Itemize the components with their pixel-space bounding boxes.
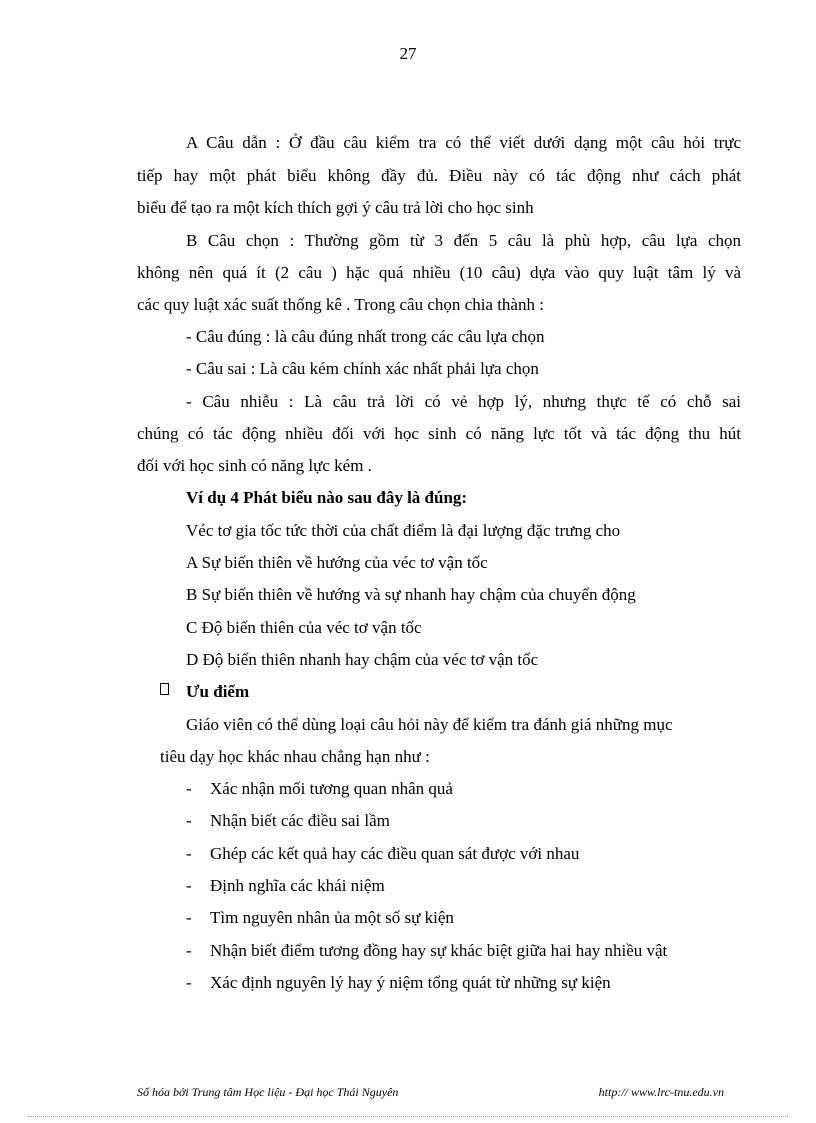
list-item: Nhận biết điểm tương đồng hay sự khác biệt giữa hai hay nhiều vật [210,941,668,960]
dash-bullet: - [186,941,192,960]
paragraph-line: tiêu dạy học khác nhau chẳng hạn như : [160,747,430,766]
dash-bullet: - [186,811,192,830]
dash-bullet: - [186,779,192,798]
paragraph-line: các quy luật xác suất thống kê . Trong câu chọn chia thành : [137,295,544,314]
list-item: Nhận biết các điều sai lầm [210,811,390,830]
example-option: A Sự biến thiên về hướng của véc tơ vận tốc [186,553,488,572]
list-item: Tìm nguyên nhân ủa một số sự kiện [210,908,454,927]
paragraph-line: đối với học sinh có năng lực kém . [137,456,372,475]
paragraph-line: biểu để tạo ra một kích thích gợi ý câu trả lời cho học sinh [137,198,534,217]
example-option: D Độ biến thiên nhanh hay chậm của véc tơ vận tốc [186,650,539,669]
list-item: Xác định nguyên lý hay ý niệm tổng quát từ những sự kiện [210,973,611,992]
list-item: Xác nhận mối tương quan nhân quả [210,779,453,798]
page-number: 27 [399,44,417,63]
example-option: B Sự biến thiên về hướng và sự nhanh hay chậm của chuyển động [186,585,636,604]
dash-bullet: - [186,876,192,895]
paragraph-line: - Câu sai : Là câu kém chính xác nhất phải lựa chọn [186,359,539,378]
footer-url: http:// www.lrc-tnu.edu.vn [598,1085,724,1099]
dash-bullet: - [186,973,192,992]
paragraph-line: - Câu đúng : là câu đúng nhất trong các câu lựa chọn [186,327,545,346]
list-item: Định nghĩa các khái niệm [210,876,385,895]
paragraph-line: chúng có tác động nhiều đối với học sinh có năng lực tốt và tác động thu hút [137,424,741,443]
section-heading: Ưu điểm [186,682,250,701]
footer-divider [28,1116,788,1117]
dash-bullet: - [186,908,192,927]
list-item: Ghép các kết quả hay các điều quan sát được với nhau [210,844,580,863]
dash-bullet: - [186,844,192,863]
example-stem: Véc tơ gia tốc tức thời của chất điểm là đại lượng đặc trưng cho [186,521,621,540]
paragraph-line: A Câu dẫn : Ở đầu câu kiểm tra có thể viết dưới dạng một câu hỏi trực [186,133,741,152]
example-option: C Độ biến thiên của véc tơ vận tốc [186,618,422,637]
paragraph-line: không nên quá ít (2 câu ) hặc quá nhiều (10 câu) dựa vào quy luật tâm lý và [137,263,741,282]
paragraph-line: B Câu chọn : Thường gồm từ 3 đến 5 câu là phù hợp, câu lựa chọn [186,231,741,250]
footer-source: Số hóa bởi Trung tâm Học liệu - Đại học Thái Nguyên [137,1085,399,1099]
example-title: Ví dụ 4 Phát biểu nào sau đây là đúng: [186,488,468,507]
paragraph-line: tiếp hay một phát biểu không đầy đủ. Điều này có tác động như cách phát [137,166,741,185]
paragraph-line: - Câu nhiễu : Là câu trả lời có vẻ hợp lý, nhưng thực tế có chỗ sai [186,392,741,411]
bullet-box-icon [160,683,169,695]
paragraph-line: Giáo viên có thể dùng loại câu hỏi này để kiểm tra đánh giá những mục [186,715,673,734]
